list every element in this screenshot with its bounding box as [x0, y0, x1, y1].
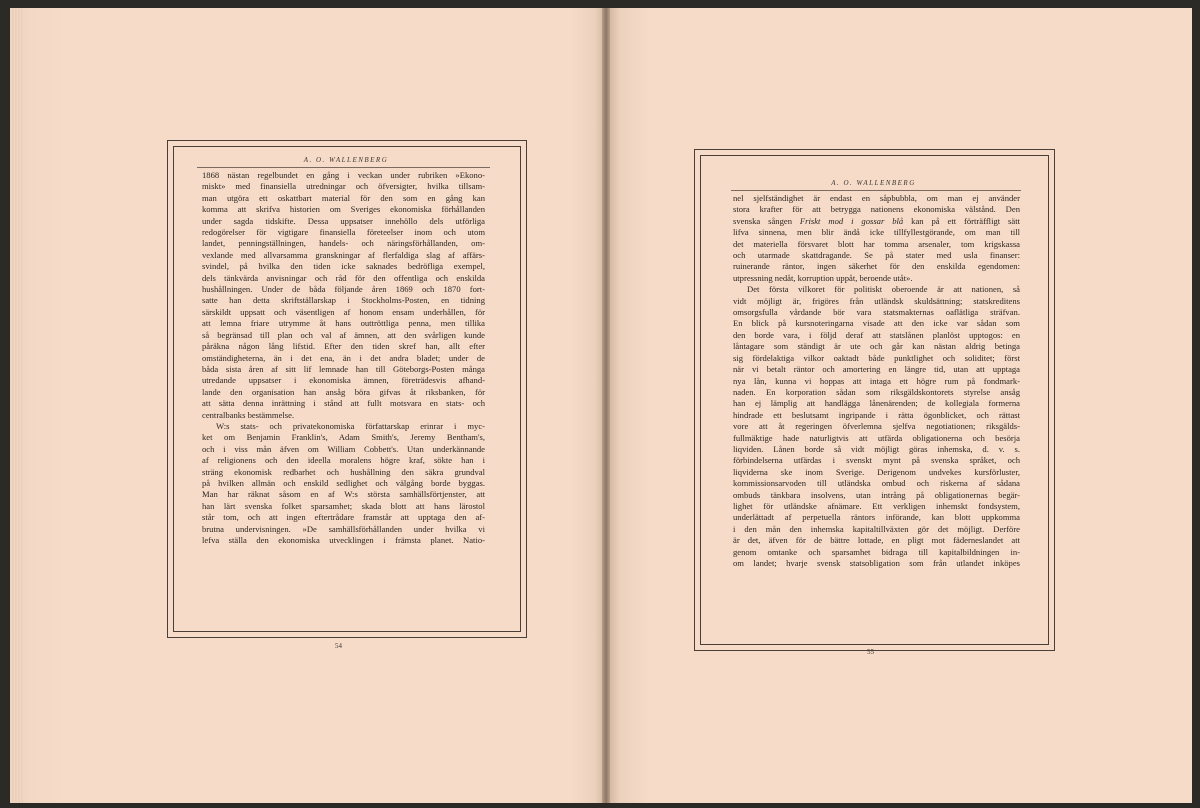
left-body-text: [202, 170, 485, 546]
text-line: att lemna friare utrymme åt hans outtröttliga penna, men tillika: [202, 318, 485, 329]
text-line: satte han detta skriftställarskap i Stockholms-Posten, en tidning: [202, 295, 485, 306]
text-line: stora krafter för att betrygga nationens ekonomiska välstånd. Den: [733, 204, 1020, 215]
text-line: vexlande med allvarsamma granskningar af flerfaldiga slag af affärs-: [202, 249, 485, 260]
text-line: ket om Benjamin Franklin's, Adam Smith's, Jeremy Bentham's,: [202, 432, 485, 443]
book-spread: [10, 8, 1192, 803]
text-line: sig fördelaktiga vilkor oaktadt både punktlighet och soliditet; först: [733, 352, 1020, 363]
text-line: man utgöra ett oskattbart material för den som en gång kan: [202, 192, 485, 203]
text-line: lifva sinnena, men blir ändå icke tillfyllestgörande, om man till: [733, 227, 1020, 238]
text-line: lefva ställa den ekonomiska utvecklingen i främsta planet. Natio-: [202, 535, 485, 545]
right-body-text: [733, 193, 1020, 569]
text-line: hushållningen. Under de båda följande åren 1869 och 1870 fort-: [202, 284, 485, 295]
text-line: utpressning nedåt, korruption uppåt, beroende utåt».: [733, 272, 913, 283]
text-line: nya lån, kunna vi hoppas att intaga ett högre rum på fondmark-: [733, 375, 1020, 386]
text-line: hindrade ett beslutsamt ingripande i rätta ögonblicket, och rättast: [733, 409, 1020, 420]
text-line: är det, äfven för de bättre lottade, en pligt mot fäderneslandet att: [733, 535, 1020, 546]
text-line: vidt möjligt är, frigöres från utländsk skuldsättning; statskreditens: [733, 295, 1020, 306]
text-line: landet, penningställningen, handels- och näringsförhållanden, om-: [202, 238, 485, 249]
text-line: komma att skrifva historien om Sveriges ekonomiska förhållanden: [202, 204, 485, 215]
text-line: särskildt uppsatt och väsentligen af honom ensam underhållen, för: [202, 306, 485, 317]
text-line: redogörelser för vigtigare finansiella företeelser inom och utom: [202, 227, 485, 238]
text-line: under sagda tidskifte. Dessa uppsatser innehöllo dels utförliga: [202, 215, 485, 226]
text-line: svenska sången Friskt mod i gossar blå kan på ett förträffligt sätt: [733, 215, 1020, 226]
text-line: lighet för utländske afnämare. Ett verkligen inhemskt fondsystem,: [733, 500, 1020, 511]
song-title: Friskt mod i gossar blå: [799, 215, 904, 226]
text-line: dels tänkvärda anvisningar och råd för den offentliga och enskilda: [202, 272, 485, 283]
text-line: 1868 nästan regelbundet en gång i veckan under rubriken »Ekono-: [202, 170, 485, 180]
text-line: om landet; hvarje svensk statsobligation som från utlandet inköpes: [733, 558, 1020, 568]
text-line: En blick på kursnoteringarna visade att den icke var sådan som: [733, 318, 1020, 329]
text-line: lande den organisation han ansåg böra gifvas åt riksbanken, för: [202, 386, 485, 397]
right-running-header: A. O. WALLENBERG: [831, 179, 916, 187]
text-line: fullmäktige hade naturligtvis att utfärda obligationerna och besörja: [733, 432, 1020, 443]
left-page: [10, 8, 602, 803]
text-line: omständigheterna, än i det ena, än i det andra bladet; under de: [202, 352, 485, 363]
text-line: när vi betalt räntor och amortering en längre tid, utan att upptaga: [733, 364, 1020, 375]
text-line: han ej lämplig att handlägga lånenärenden; de kollegiala formerna: [733, 398, 1020, 409]
text-line: genom omtanke och sparsamhet bidraga till kapitalbildningen in-: [733, 546, 1020, 557]
text-line: liqviderna ske inom Sverige. Derigenom undvekes kursförluster,: [733, 466, 1020, 477]
text-line: det materiella försvaret blott har tomma arsenaler, tom krigskassa: [733, 238, 1020, 249]
left-header-rule: [197, 167, 490, 168]
text-line: svindel, på hvilka den tiden icke saknades bedröfliga exempel,: [202, 261, 485, 272]
text-line: af religionens och den ideella moralens högre kraf, sökte han i: [202, 455, 485, 466]
right-header-rule: [731, 190, 1021, 191]
text-line: att sätta denna inrättning i stånd att fullt motsvara en stats- och: [202, 398, 485, 409]
text-line: ombuds tänkbara insolvens, utan intrång på obligationernas begär-: [733, 489, 1020, 500]
text-line: utredande uppsatser i ekonomiska ämnen, företrädesvis afhand-: [202, 375, 485, 386]
book-gutter: [602, 8, 610, 803]
text-line: förbindelserna utfärdas i svenskt mynt på svenska språket, och: [733, 455, 1020, 466]
text-line: och utarmade skattdragande. Se på stater med usla finanser:: [733, 250, 1020, 261]
page-edges: [10, 8, 24, 803]
text-line: så begränsad till plan och val af ämnen, att den svårligen kunde: [202, 329, 485, 340]
text-line: nel sjelfständighet är endast en såpbubbla, om man ej använder: [733, 193, 1020, 203]
text-line: står tom, och att ingen eftertrådare framstår att upptaga den af-: [202, 512, 485, 523]
text-line: naden. En korporation sådan som riksgäldskontorets styrelse ansåg: [733, 386, 1020, 397]
text-line: Det första vilkoret för politiskt oberoende är att nationen, så: [747, 284, 1020, 295]
text-line: miskt» med finansiella utredningar och öfversigter, hvilka tillsam-: [202, 181, 485, 192]
text-line: båda sista åren af sitt lif lemnade han till Göteborgs-Posten många: [202, 363, 485, 374]
left-page-number: 54: [335, 642, 342, 650]
text-line: på hvilken allmän och enskild sedlighet och välgång borde byggas.: [202, 477, 485, 488]
right-page-number: 55: [867, 648, 874, 656]
text-line: ruinerande räntor, ingen säkerhet för den enskilda egendomen:: [733, 261, 1020, 272]
text-line: W:s stats- och privatekonomiska författarskap erinrar i myc-: [216, 420, 485, 431]
text-line: vore att åt regeringen öfverlemna sjelfva negotiationen; riksgälds-: [733, 421, 1020, 432]
text-line: brutna undervisningen. »De samhällsförhållanden under hvilka vi: [202, 523, 485, 534]
text-line: han lärt svenska folket sparsamhet; skada blott att hans lärostol: [202, 500, 485, 511]
text-line: Man har räknat såsom en af W:s största samhällsförtjenster, att: [202, 489, 485, 500]
text-line: kommissionsarvoden till utländska ombud och riskerna af sådana: [733, 478, 1020, 489]
text-line: i den mån den inhemska kapitaltillväxten gör det möjligt. Derföre: [733, 523, 1020, 534]
left-running-header: A. O. WALLENBERG: [303, 156, 389, 164]
text-line: centralbanks bestämmelse.: [202, 409, 295, 420]
right-page: [610, 8, 1192, 803]
text-line: sträng ekonomisk redbarhet och hushållning den säkra grundval: [202, 466, 485, 477]
text-line: låntagare som ständigt är ute och går kan nästan aldrig betinga: [733, 341, 1020, 352]
text-line: och i viss mån äfven om William Cobbett's. Utan underkännande: [202, 443, 485, 454]
text-line: påräkna någon lång lifstid. Efter den tiden skref han, allt efter: [202, 341, 485, 352]
text-line: underlättadt af perpetuella räntors införande, kan blott uppkomma: [733, 512, 1020, 523]
text-line: liqviden. Lånen borde så vidt möjligt göras inhemska, d. v. s.: [733, 443, 1020, 454]
text-line: den borde vara, i följd deraf att statslånen planlöst upptogos: en: [733, 329, 1020, 340]
text-line: omsorgsfulla vårdande bör vara statsmakternas oaflätliga sträfvan.: [733, 307, 1020, 318]
